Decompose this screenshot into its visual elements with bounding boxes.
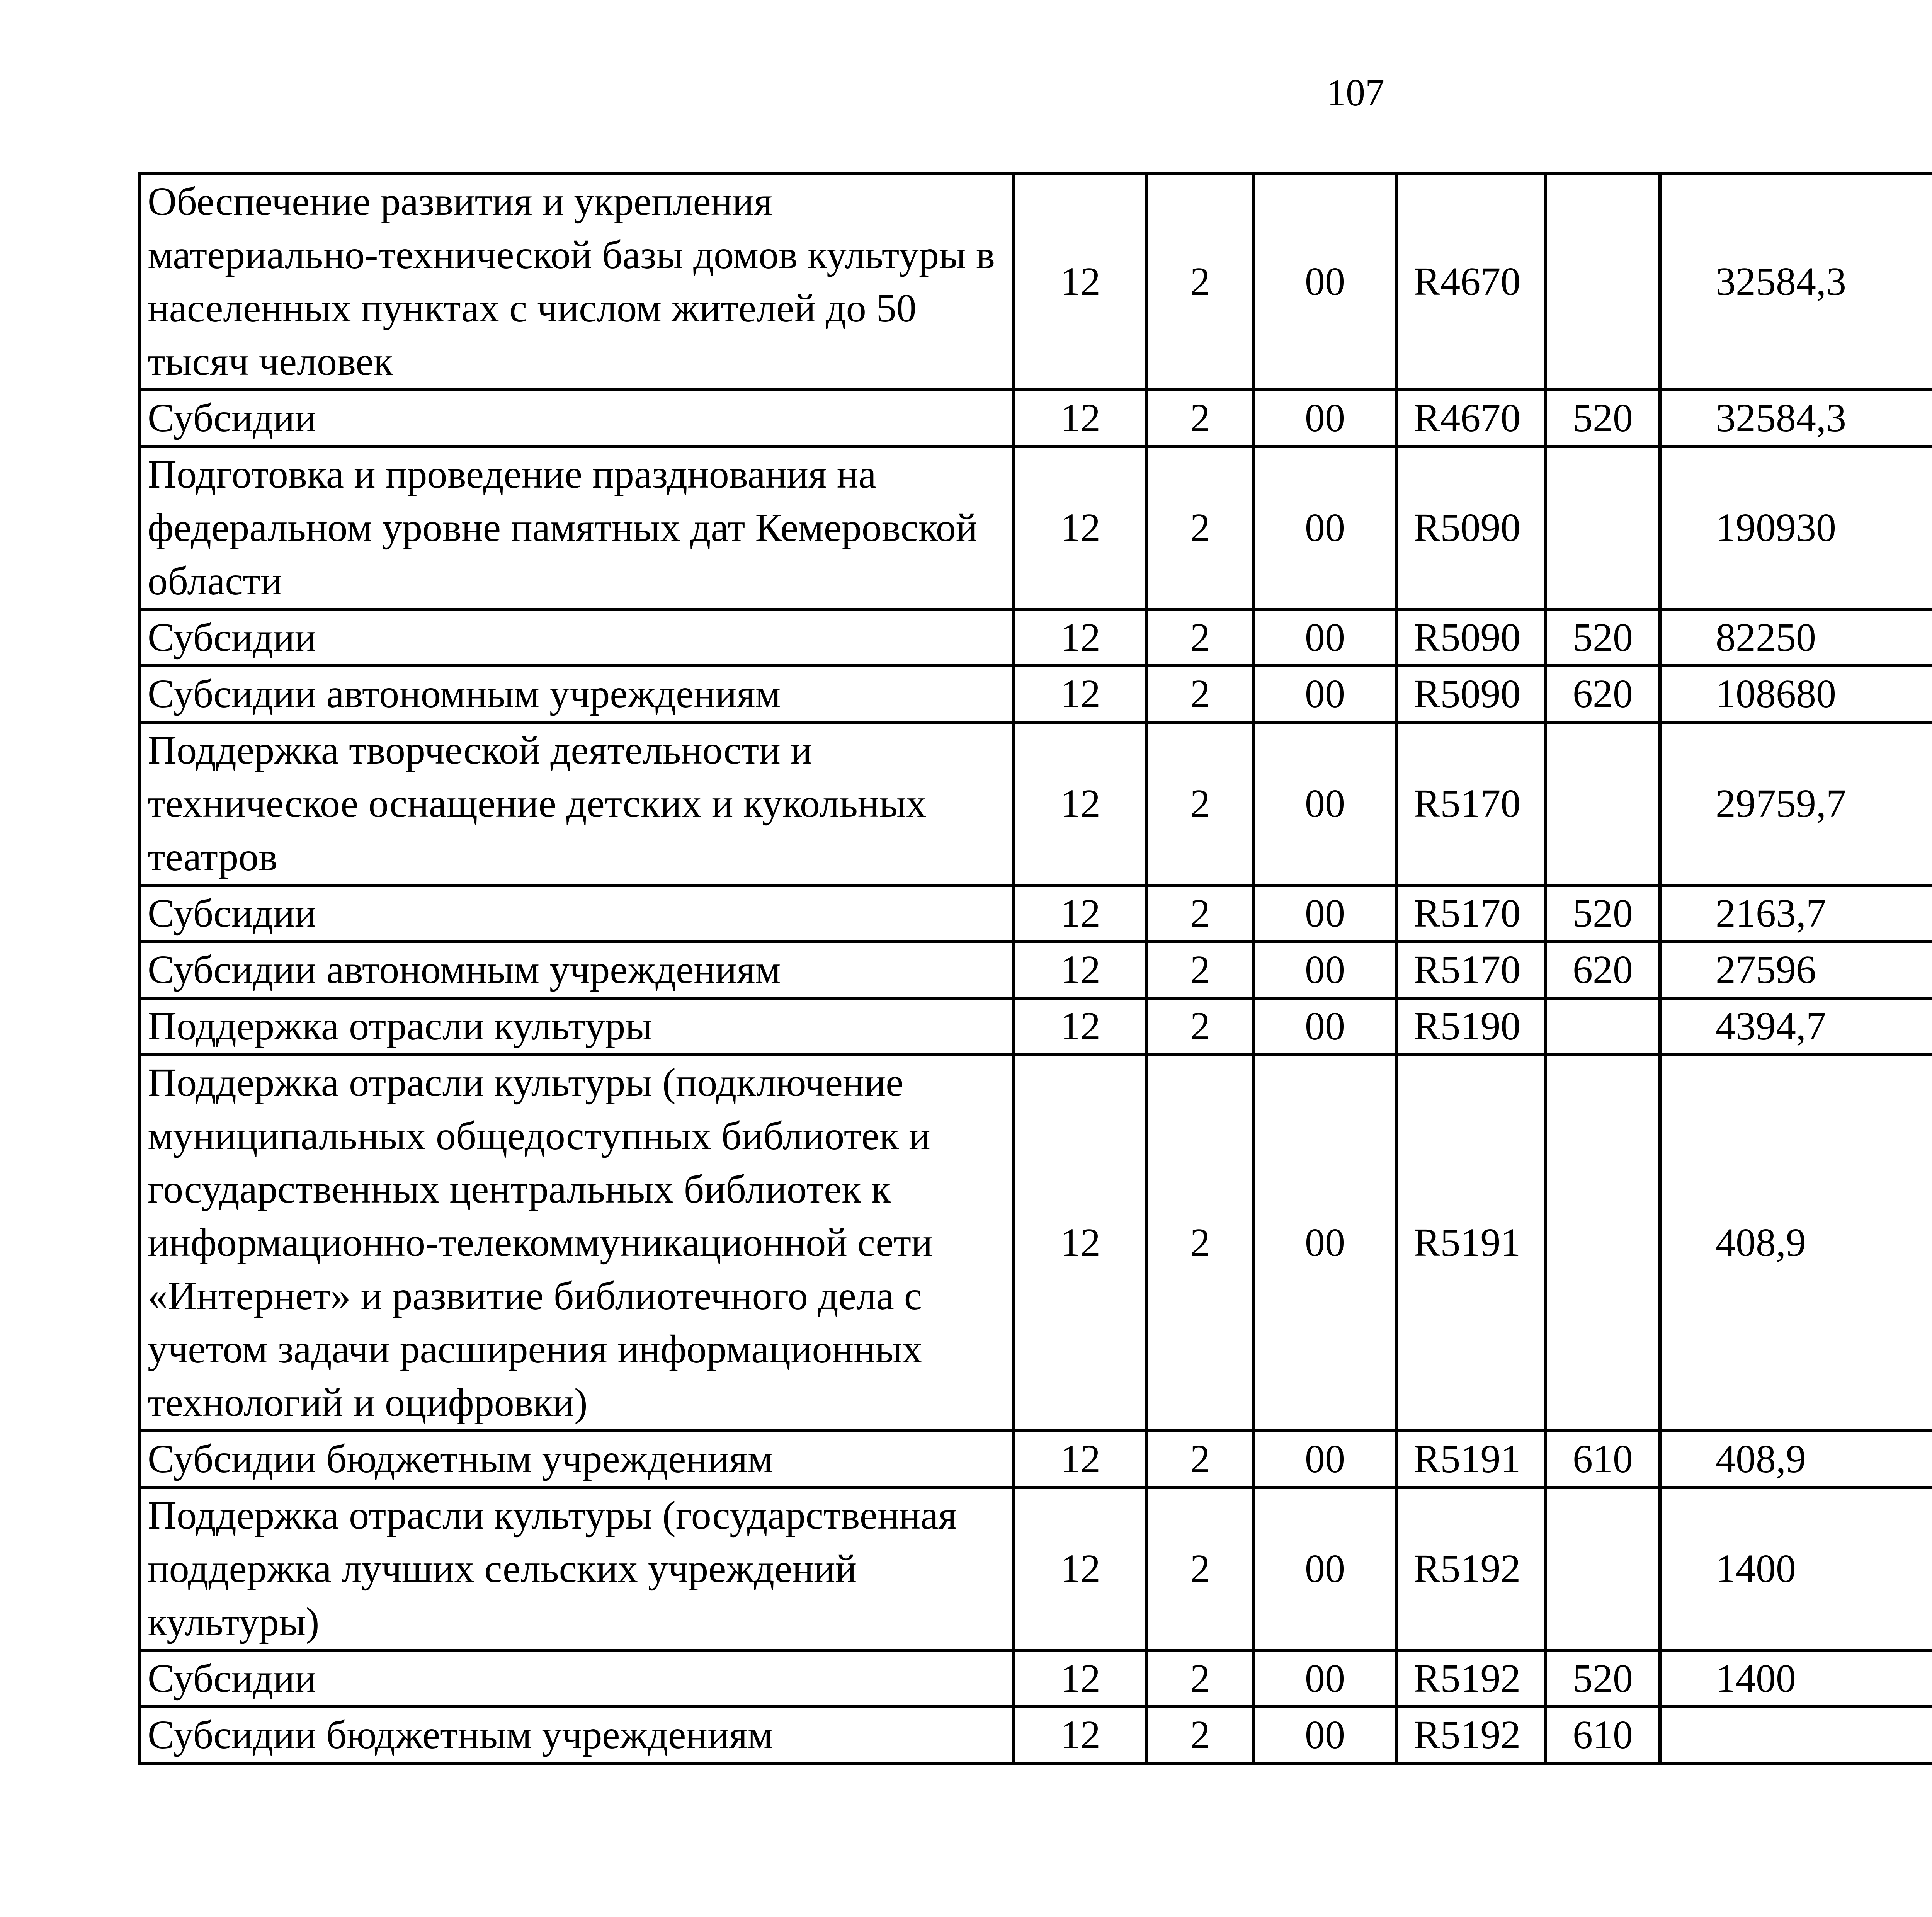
program-code: 00 — [1253, 173, 1396, 390]
table-row — [139, 173, 1932, 390]
target-code: R5090 — [1396, 446, 1546, 609]
table-row — [139, 446, 1932, 609]
row-name: Субсидии — [139, 390, 1014, 446]
target-code: R5090 — [1396, 666, 1546, 722]
expense-type-code — [1546, 722, 1660, 885]
amount-year-1 — [1660, 1707, 1932, 1763]
subsection-code: 2 — [1147, 1707, 1253, 1763]
table-body — [139, 173, 1932, 1763]
subsection-code: 2 — [1147, 1055, 1253, 1431]
amount-year-1: 408,9 — [1660, 1431, 1932, 1487]
row-name: Поддержка отрасли культуры (подключение муниципальных общедоступных библиотек и государственных центральных библиотек к информационно-телекоммуникационной сети «Интернет» и развитие библиотечного дела с учетом задачи расширения информационных технологий и оцифровки) — [139, 1055, 1014, 1431]
table-row — [139, 885, 1932, 942]
section-code: 12 — [1014, 1055, 1147, 1431]
section-code: 12 — [1014, 722, 1147, 885]
amount-year-1: 32584,3 — [1660, 173, 1932, 390]
expense-type-code: 520 — [1546, 609, 1660, 666]
section-code: 12 — [1014, 1487, 1147, 1650]
subsection-code: 2 — [1147, 1431, 1253, 1487]
row-name: Поддержка отрасли культуры (государственная поддержка лучших сельских учреждений культуры) — [139, 1487, 1014, 1650]
section-code: 12 — [1014, 885, 1147, 942]
subsection-code: 2 — [1147, 609, 1253, 666]
target-code: R5192 — [1396, 1487, 1546, 1650]
page-number: 107 — [1327, 71, 1384, 114]
section-code: 12 — [1014, 1650, 1147, 1707]
table-row — [139, 666, 1932, 722]
program-code: 00 — [1253, 1707, 1396, 1763]
table-row — [139, 609, 1932, 666]
expense-type-code — [1546, 1055, 1660, 1431]
amount-year-1: 32584,3 — [1660, 390, 1932, 446]
budget-table — [138, 172, 1932, 1765]
expense-type-code — [1546, 173, 1660, 390]
section-code: 12 — [1014, 998, 1147, 1055]
row-name: Субсидии — [139, 609, 1014, 666]
target-code: R5191 — [1396, 1055, 1546, 1431]
section-code: 12 — [1014, 666, 1147, 722]
table-row — [139, 998, 1932, 1055]
target-code: R5192 — [1396, 1707, 1546, 1763]
row-name: Субсидии автономным учреждениям — [139, 942, 1014, 998]
expense-type-code: 610 — [1546, 1431, 1660, 1487]
table-row — [139, 1650, 1932, 1707]
program-code: 00 — [1253, 1055, 1396, 1431]
target-code: R5170 — [1396, 722, 1546, 885]
subsection-code: 2 — [1147, 446, 1253, 609]
expense-type-code: 520 — [1546, 1650, 1660, 1707]
row-name: Поддержка отрасли культуры — [139, 998, 1014, 1055]
program-code: 00 — [1253, 446, 1396, 609]
row-name: Поддержка творческой деятельности и техническое оснащение детских и кукольных театров — [139, 722, 1014, 885]
program-code: 00 — [1253, 885, 1396, 942]
expense-type-code: 620 — [1546, 666, 1660, 722]
amount-year-1: 408,9 — [1660, 1055, 1932, 1431]
subsection-code: 2 — [1147, 942, 1253, 998]
expense-type-code: 520 — [1546, 885, 1660, 942]
subsection-code: 2 — [1147, 666, 1253, 722]
amount-year-1: 1400 — [1660, 1650, 1932, 1707]
row-name: Субсидии — [139, 1650, 1014, 1707]
table-row — [139, 1487, 1932, 1650]
target-code: R5190 — [1396, 998, 1546, 1055]
row-name: Субсидии — [139, 885, 1014, 942]
section-code: 12 — [1014, 609, 1147, 666]
amount-year-1: 190930 — [1660, 446, 1932, 609]
amount-year-1: 4394,7 — [1660, 998, 1932, 1055]
table-row — [139, 1431, 1932, 1487]
table-row — [139, 722, 1932, 885]
amount-year-1: 29759,7 — [1660, 722, 1932, 885]
amount-year-1: 108680 — [1660, 666, 1932, 722]
section-code: 12 — [1014, 942, 1147, 998]
row-name: Субсидии бюджетным учреждениям — [139, 1707, 1014, 1763]
program-code: 00 — [1253, 609, 1396, 666]
section-code: 12 — [1014, 1707, 1147, 1763]
section-code: 12 — [1014, 390, 1147, 446]
amount-year-1: 1400 — [1660, 1487, 1932, 1650]
program-code: 00 — [1253, 722, 1396, 885]
program-code: 00 — [1253, 1431, 1396, 1487]
target-code: R5192 — [1396, 1650, 1546, 1707]
amount-year-1: 82250 — [1660, 609, 1932, 666]
target-code: R5170 — [1396, 942, 1546, 998]
target-code: R5090 — [1396, 609, 1546, 666]
amount-year-1: 2163,7 — [1660, 885, 1932, 942]
subsection-code: 2 — [1147, 998, 1253, 1055]
program-code: 00 — [1253, 998, 1396, 1055]
expense-type-code — [1546, 446, 1660, 609]
amount-year-1: 27596 — [1660, 942, 1932, 998]
program-code: 00 — [1253, 390, 1396, 446]
target-code: R5191 — [1396, 1431, 1546, 1487]
expense-type-code: 620 — [1546, 942, 1660, 998]
expense-type-code — [1546, 998, 1660, 1055]
program-code: 00 — [1253, 1650, 1396, 1707]
subsection-code: 2 — [1147, 390, 1253, 446]
target-code: R4670 — [1396, 390, 1546, 446]
program-code: 00 — [1253, 942, 1396, 998]
table-row — [139, 942, 1932, 998]
section-code: 12 — [1014, 1431, 1147, 1487]
section-code: 12 — [1014, 446, 1147, 609]
program-code: 00 — [1253, 1487, 1396, 1650]
row-name: Субсидии автономным учреждениям — [139, 666, 1014, 722]
table-row — [139, 1055, 1932, 1431]
target-code: R4670 — [1396, 173, 1546, 390]
target-code: R5170 — [1396, 885, 1546, 942]
table-row — [139, 390, 1932, 446]
expense-type-code — [1546, 1487, 1660, 1650]
subsection-code: 2 — [1147, 1487, 1253, 1650]
subsection-code: 2 — [1147, 173, 1253, 390]
subsection-code: 2 — [1147, 1650, 1253, 1707]
expense-type-code: 610 — [1546, 1707, 1660, 1763]
row-name: Субсидии бюджетным учреждениям — [139, 1431, 1014, 1487]
expense-type-code: 520 — [1546, 390, 1660, 446]
row-name: Подготовка и проведение празднования на федеральном уровне памятных дат Кемеровской области — [139, 446, 1014, 609]
section-code: 12 — [1014, 173, 1147, 390]
subsection-code: 2 — [1147, 722, 1253, 885]
program-code: 00 — [1253, 666, 1396, 722]
row-name: Обеспечение развития и укрепления материально-технической базы домов культуры в населенных пунктах с числом жителей до 50 тысяч человек — [139, 173, 1014, 390]
table-row — [139, 1707, 1932, 1763]
subsection-code: 2 — [1147, 885, 1253, 942]
